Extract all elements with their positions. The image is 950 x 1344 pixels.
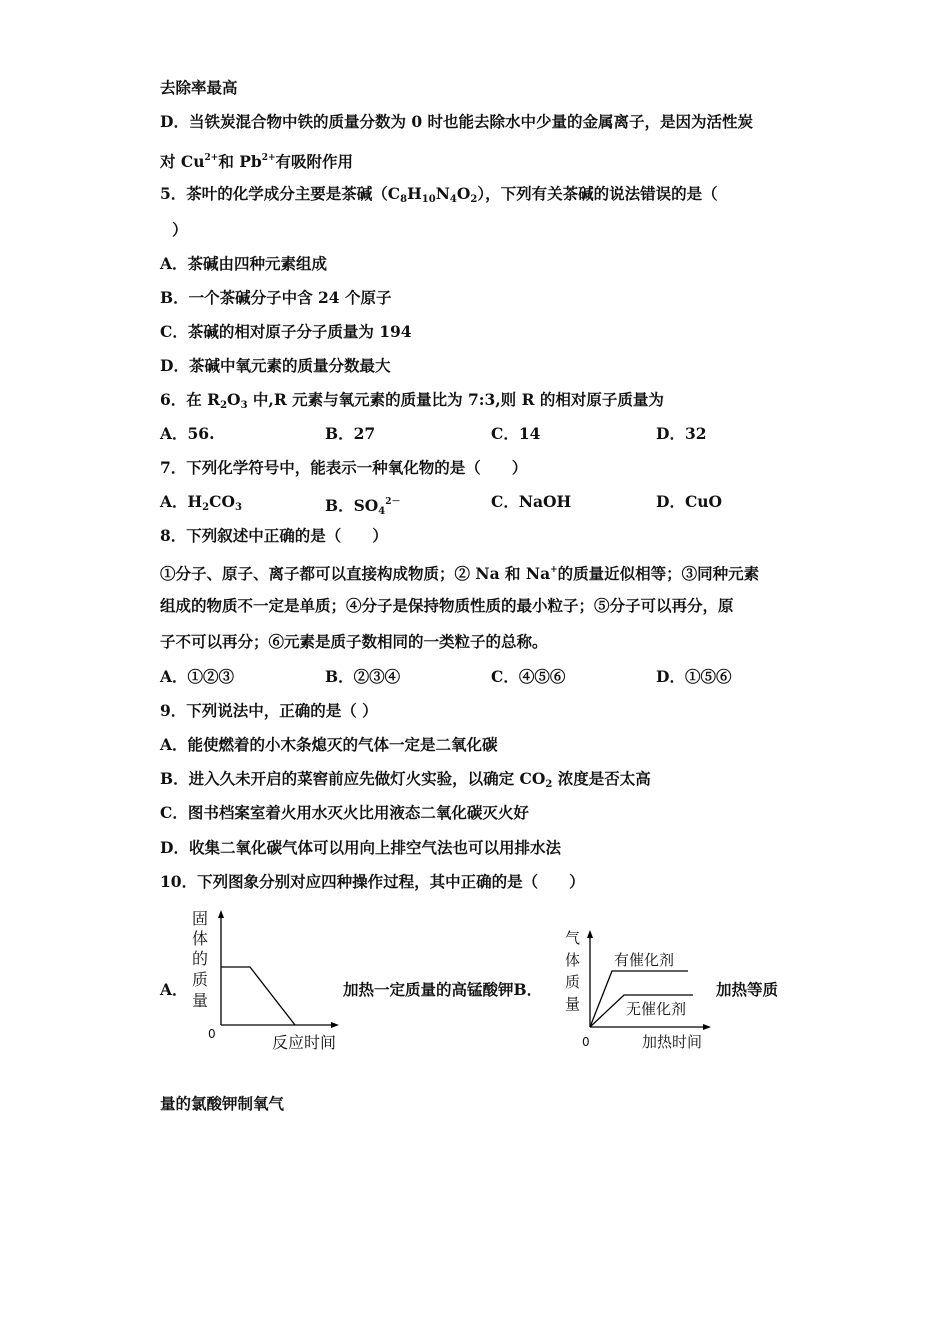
- graph-a-xlabel: 反应时间: [272, 1033, 337, 1052]
- graph-a-y-arrow: [218, 910, 224, 918]
- q8-option-a: A．①②③: [160, 667, 235, 686]
- graph-b-x-arrow: [703, 1024, 711, 1030]
- graph-b-xlabel: 加热时间: [642, 1033, 703, 1051]
- q10-stem: 10．下列图象分别对应四种操作过程，其中正确的是（ ）: [160, 872, 585, 891]
- q4-option-d-line1: D．当铁炭混合物中铁的质量分数为 0 时也能去除水中少量的金属离子，是因为活性炭: [160, 112, 754, 131]
- graph-a-ylabel-char: 量: [192, 991, 209, 1010]
- q5-option-a: A．茶碱由四种元素组成: [160, 254, 328, 273]
- graph-b-ylabel-char: 量: [565, 995, 581, 1013]
- q7-option-a: A．$H_2CO_3$: [160, 492, 242, 513]
- q5-stem-close: ）: [172, 220, 188, 239]
- q6-option-c: C．14: [491, 424, 541, 443]
- graph-a-origin: 0: [208, 1027, 216, 1041]
- q5-option-b: B．一个茶碱分子中含 24 个原子: [160, 288, 392, 307]
- q9-option-d: D．收集二氧化碳气体可以用向上排空气法也可以用排水法: [160, 838, 561, 857]
- q10-graph-a: [188, 905, 343, 1053]
- graph-b-ylabel-char: 气: [565, 929, 581, 947]
- q4-option-d-line2: 对 $Cu^{2+}$和 $Pb^{2+}$有吸附作用: [160, 152, 354, 171]
- q9-option-c: C．图书档案室着火用水灭火比用液态二氧化碳灭火好: [160, 803, 529, 822]
- graph-b-ylabel-char: 体: [565, 951, 581, 969]
- q5-option-c: C．茶碱的相对原子分子质量为 194: [160, 322, 412, 341]
- q8-option-d: D．①⑤⑥: [656, 667, 732, 686]
- q9-stem: 9．下列说法中，正确的是（ ）: [160, 701, 378, 720]
- q10-option-b-desc: 加热等质: [716, 980, 779, 999]
- q10-option-b-desc-cont: 量的氯酸钾制氧气: [160, 1094, 285, 1113]
- q10-graph-b: [560, 925, 715, 1053]
- graph-a-ylabel-char: 的: [192, 949, 209, 968]
- q6-stem: 6．在 $R_2O_3$ 中,R 元素与氧元素的质量比为 7:3,则 R 的相对原子质量为: [160, 390, 664, 411]
- graph-b-origin: 0: [582, 1035, 590, 1049]
- q8-option-c: C．④⑤⑥: [491, 667, 566, 686]
- graph-a-curve: [221, 967, 295, 1025]
- q6-option-a: A．56.: [160, 424, 215, 443]
- graph-b-ylabel-char: 质: [565, 973, 581, 991]
- graph-b-line-catalyst: [590, 971, 688, 1027]
- graph-a-ylabel-char: 质: [192, 970, 209, 989]
- graph-a-ylabel-char: 体: [192, 929, 209, 948]
- q5-stem: 5．茶叶的化学成分主要是茶碱$(C_8H_{10}N_4O_2)$，下列有关茶碱的说法错误的是（: [160, 184, 718, 205]
- graph-b-label-no-catalyst: 无催化剂: [626, 1000, 687, 1018]
- graph-a-x-arrow: [331, 1022, 339, 1028]
- q9-option-a: A．能使燃着的小木条熄灭的气体一定是二氧化碳: [160, 735, 498, 754]
- q9-option-b: B．进入久未开启的菜窖前应先做灯火实验，以确定 $CO_2$ 浓度是否太高: [160, 769, 651, 790]
- q6-option-b: B．27: [325, 424, 376, 443]
- q4-continuation: 去除率最高: [160, 78, 238, 97]
- q6-option-d: D．32: [656, 424, 707, 443]
- q5-option-d: D．茶碱中氧元素的质量分数最大: [160, 356, 391, 375]
- q8-statement-line1: ①分子、原子、离子都可以直接构成物质；② Na 和 Na+的质量近似相等；③同种元素: [160, 564, 760, 583]
- q8-option-b: B．②③④: [325, 667, 401, 686]
- q7-option-d: D．CuO: [656, 492, 723, 511]
- graph-b-y-arrow: [587, 930, 593, 938]
- q10-option-a-desc: 加热一定质量的高锰酸钾B．: [343, 980, 543, 999]
- q10-option-a-label: A．: [160, 980, 188, 999]
- graph-a-ylabel-char: 固: [192, 909, 209, 928]
- q8-stem: 8．下列叙述中正确的是（ ）: [160, 526, 388, 545]
- graph-b-label-catalyst: 有催化剂: [614, 951, 675, 969]
- q8-statement-line3: 子不可以再分；⑥元素是质子数相同的一类粒子的总称。: [160, 632, 548, 651]
- q7-option-b: B．$SO_4^{2-}$: [325, 496, 401, 517]
- q8-statement-line2: 组成的物质不一定是单质；④分子是保持物质性质的最小粒子；⑤分子可以再分，原: [160, 596, 734, 615]
- q7-option-c: C．NaOH: [491, 492, 572, 511]
- q7-stem: 7．下列化学符号中，能表示一种氧化物的是（ ）: [160, 458, 528, 477]
